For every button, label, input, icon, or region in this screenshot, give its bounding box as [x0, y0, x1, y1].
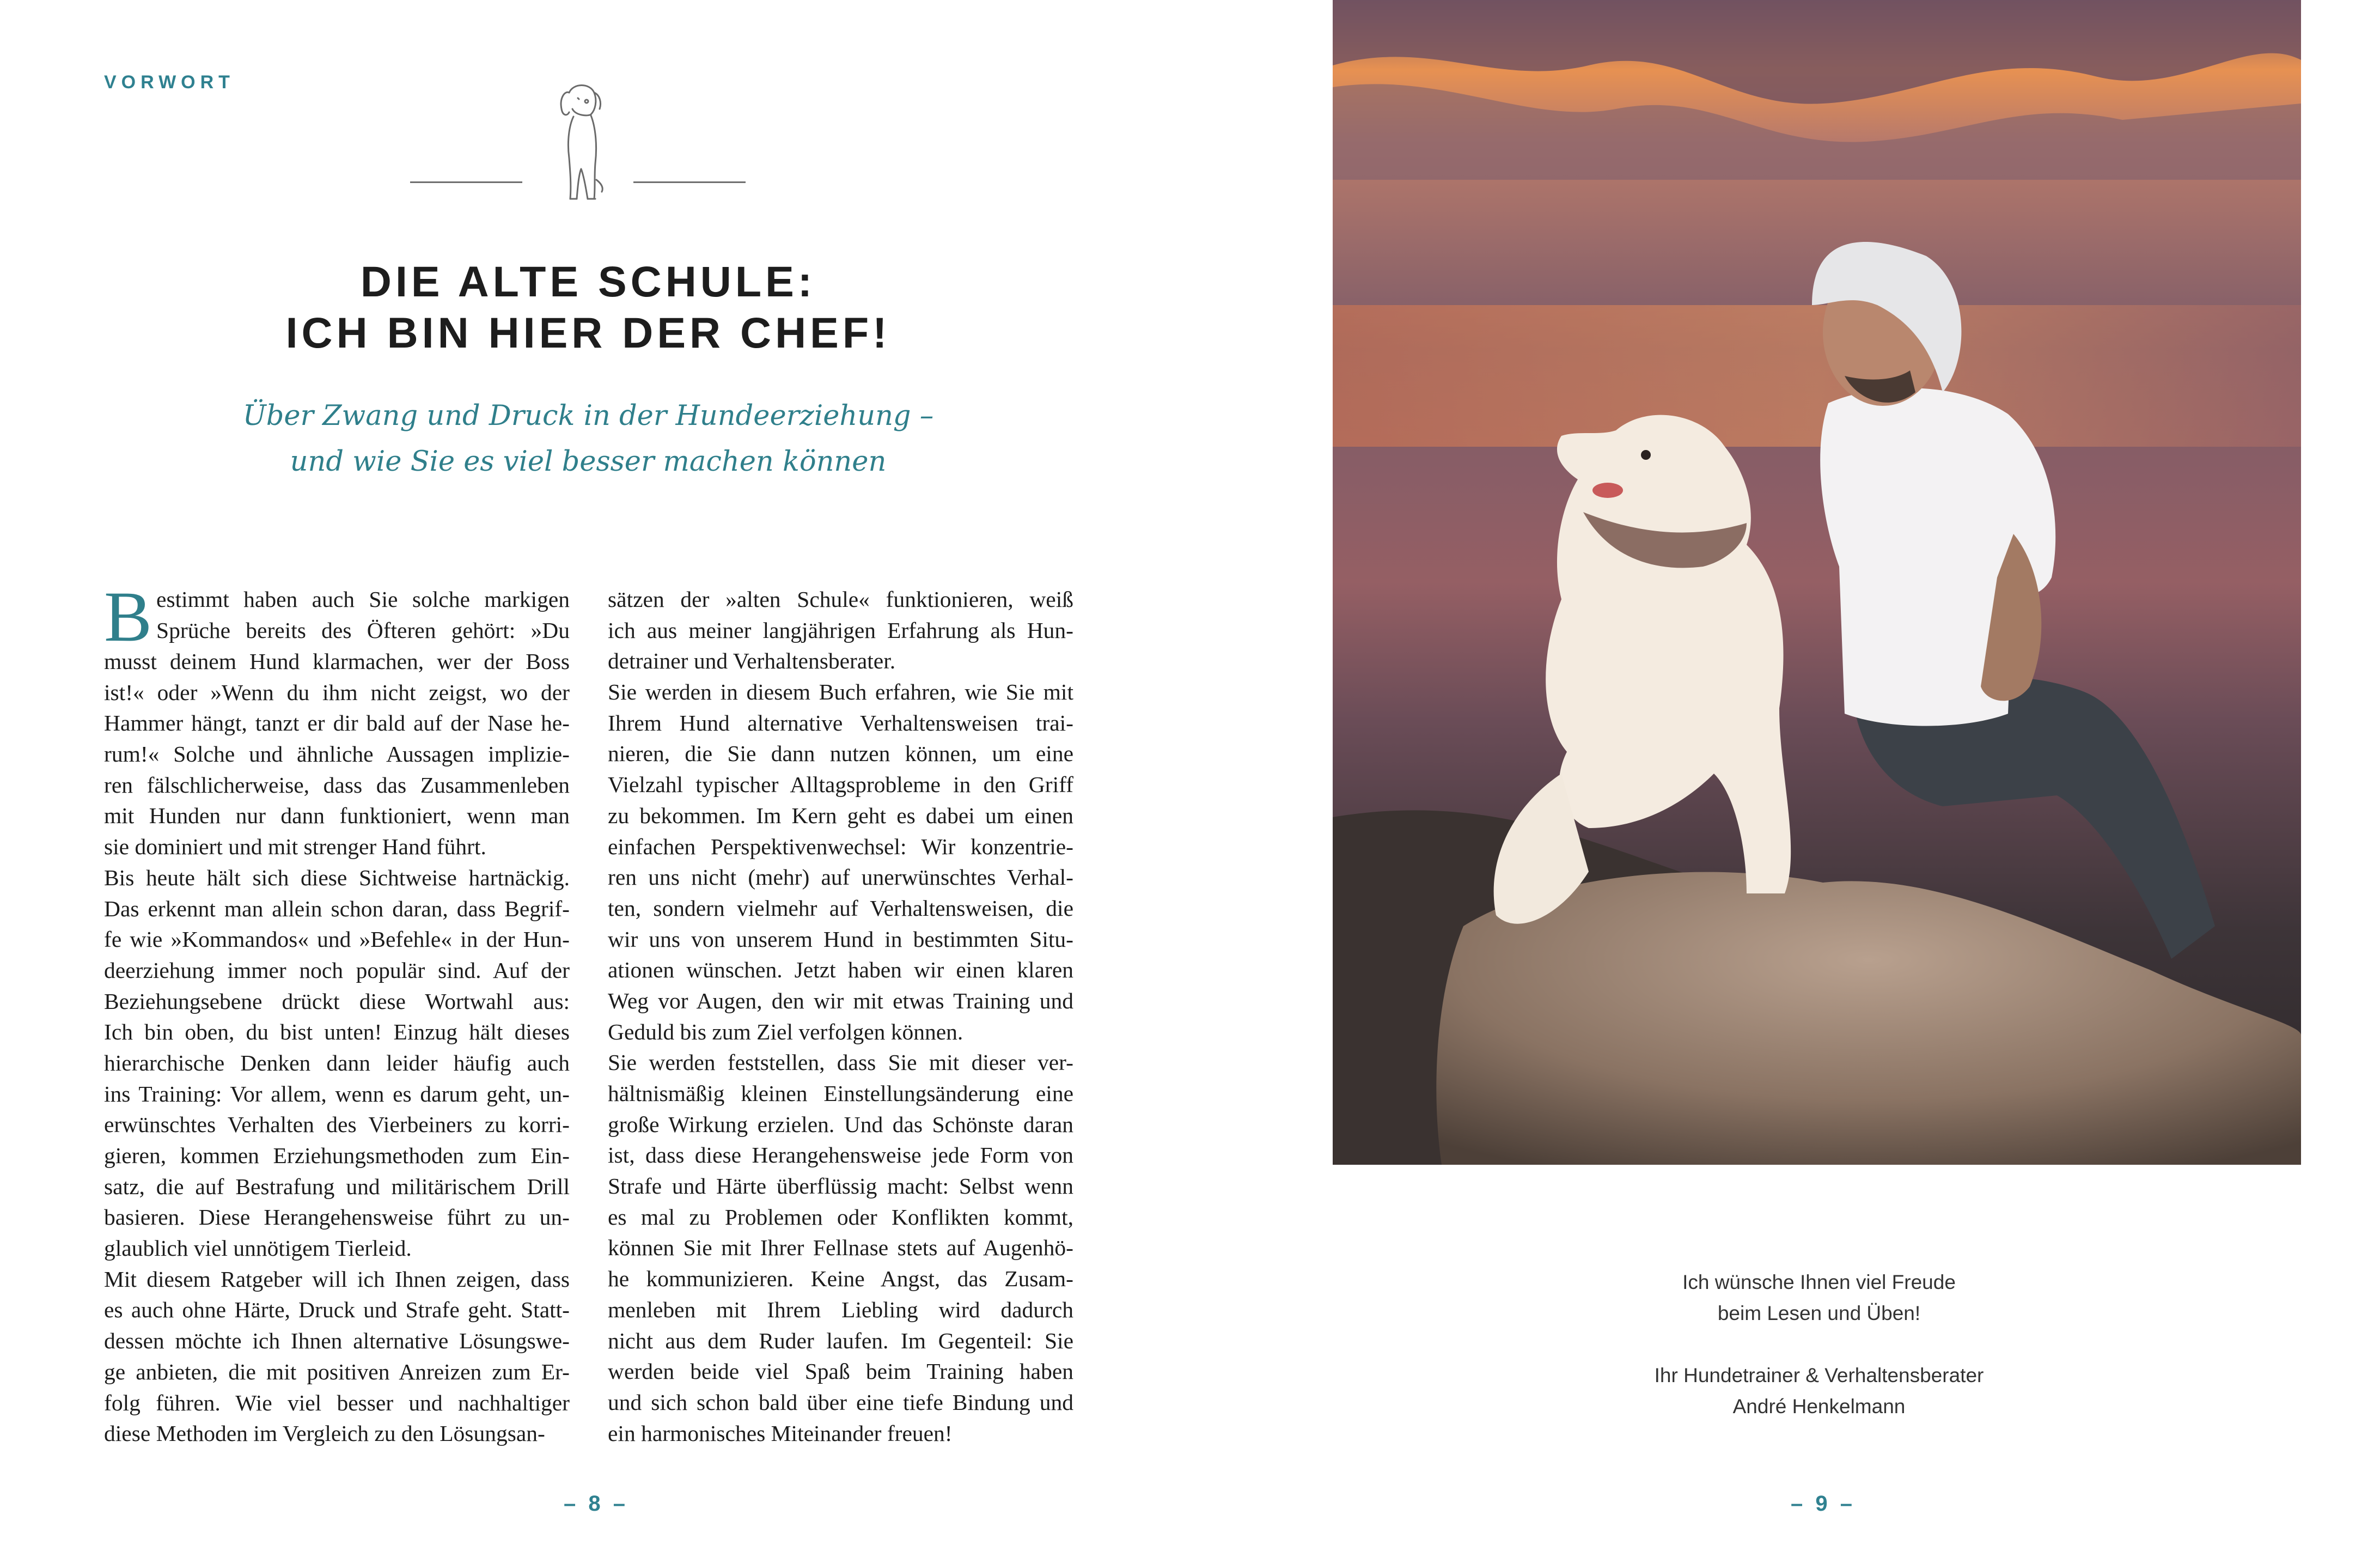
text-line: ist, dass diese Herangehensweise jede Form von	[608, 1142, 1073, 1168]
text-line: ren uns nicht (mehr) auf unerwünschtes Verhal-	[608, 865, 1073, 890]
closing-line-3: Ihr Hundetrainer & Verhaltensberater	[1654, 1364, 1984, 1386]
text-line: he kommunizieren. Keine Angst, das Zusam-	[608, 1266, 1073, 1292]
chapter-title-line-2: ICH BIN HIER DER CHEF!	[285, 308, 891, 357]
text-line: wir uns von unserem Hund in bestimmten Situ-	[608, 926, 1073, 952]
text-line: ge anbieten, die mit positiven Anreizen zum Er-	[104, 1359, 570, 1384]
text-line: ten, sondern vielmehr auf Verhaltensweisen, die	[608, 895, 1073, 921]
chapter-subtitle-line-2: und wie Sie es viel besser machen können	[290, 446, 887, 478]
body-column-1	[104, 576, 570, 1449]
page-number-left: – 8 –	[564, 1492, 628, 1516]
text-line: ins Training: Vor allem, wenn es darum geht, un-	[104, 1081, 570, 1106]
text-line: es mal zu Problemen oder Konflikten kommt,	[608, 1204, 1073, 1230]
text-line: nieren, die Sie dann nutzen können, um eine	[608, 741, 1073, 767]
drop-cap: B	[104, 576, 152, 656]
text-line: können Sie mit Ihrer Fellnase stets auf Augenhö-	[608, 1235, 1073, 1261]
section-label: VORWORT	[104, 72, 235, 93]
text-line: Bis heute hält sich diese Sichtweise hartnäckig.	[104, 865, 570, 890]
text-line: Strafe und Härte überflüssig macht: Selbst wenn	[608, 1173, 1073, 1199]
text-line: werden beide viel Spaß beim Training haben	[608, 1359, 1073, 1384]
text-line: es auch ohne Härte, Druck und Strafe geht. Statt-	[104, 1297, 570, 1323]
text-line: Mit diesem Ratgeber will ich Ihnen zeigen, dass	[104, 1266, 570, 1292]
text-line: dessen möchte ich Ihnen alternative Lösungswe-	[104, 1328, 570, 1354]
text-line: glaublich viel unnötigem Tierleid.	[104, 1236, 412, 1261]
closing-note	[1574, 1267, 2064, 1422]
photo-man-with-dog	[1333, 0, 2301, 1165]
text-line: diese Methoden im Vergleich zu den Lösungsan-	[104, 1421, 545, 1446]
dog-outline-icon	[547, 76, 613, 212]
closing-line-2: beim Lesen und Üben!	[1717, 1302, 1921, 1324]
text-line: detrainer und Verhaltensberater.	[608, 648, 896, 674]
text-line: menleben mit Ihrem Liebling wird dadurch	[608, 1297, 1073, 1322]
text-line: Beziehungsebene drückt diese Wortwahl aus:	[104, 988, 570, 1014]
text-line: und sich schon bald über eine tiefe Bindung und	[608, 1389, 1073, 1415]
text-line: Hammer hängt, tanzt er dir bald auf der Nase he-	[104, 710, 570, 736]
page-number-right: – 9 –	[1791, 1492, 1856, 1516]
text-line: musst deinem Hund klarmachen, wer der Boss	[104, 649, 570, 674]
closing-gap	[1574, 1329, 2064, 1360]
text-line: gieren, kommen Erziehungsmethoden zum Ein-	[104, 1143, 570, 1168]
text-line: Sie werden in diesem Buch erfahren, wie Sie mit	[608, 679, 1073, 705]
chapter-subtitle-line-1: Über Zwang und Druck in der Hundeerziehung –	[242, 400, 934, 432]
text-line: basieren. Diese Herangehensweise führt zu un-	[104, 1205, 570, 1230]
text-line: Weg vor Augen, den wir mit etwas Training und	[608, 988, 1073, 1013]
closing-line-4: André Henkelmann	[1732, 1395, 1906, 1418]
text-line: sätzen der »alten Schule« funktionieren, weiß	[608, 587, 1073, 612]
text-line: ein harmonisches Miteinander freuen!	[608, 1420, 953, 1446]
text-line: ist!« oder »Wenn du ihm nicht zeigst, wo der	[104, 679, 570, 705]
text-line: große Wirkung erzielen. Und das Schönste daran	[608, 1111, 1073, 1137]
text-line: deerziehung immer noch populär sind. Auf der	[104, 957, 570, 983]
text-line: sie dominiert und mit strenger Hand führt.	[104, 834, 486, 860]
text-line: estimmt haben auch Sie solche markigen	[156, 587, 570, 612]
text-line: hältnismäßig kleinen Einstellungsänderung eine	[608, 1081, 1073, 1106]
text-line: Geduld bis zum Ziel verfolgen können.	[608, 1019, 963, 1044]
text-line: hierarchische Denken dann leider häufig auch	[104, 1050, 570, 1075]
text-line: erwünschtes Verhalten des Vierbeiners zu korri-	[104, 1112, 570, 1138]
text-line: Ihrem Hund alternative Verhaltensweisen trai-	[608, 710, 1073, 735]
text-line: mit Hunden nur dann funktioniert, wenn man	[104, 803, 570, 829]
text-line: ationen wünschen. Jetzt haben wir einen klaren	[608, 957, 1073, 983]
text-line: nicht aus dem Ruder laufen. Im Gegenteil: Sie	[608, 1328, 1073, 1353]
closing-line-1: Ich wünsche Ihnen viel Freude	[1682, 1271, 1956, 1293]
text-line: folg führen. Wie viel besser und nachhaltiger	[104, 1390, 570, 1415]
text-line: satz, die auf Bestrafung und militärischem Drill	[104, 1173, 570, 1199]
divider-right	[633, 181, 746, 183]
text-line: Das erkennt man allein schon daran, dass Begrif-	[104, 896, 570, 921]
text-line: ich aus meiner langjährigen Erfahrung als Hun-	[608, 617, 1073, 643]
text-line: einfachen Perspektivenwechsel: Wir konzentrie-	[608, 834, 1073, 859]
text-line: rum!« Solche und ähnliche Aussagen implizie-	[104, 741, 570, 767]
text-line: Vielzahl typischer Alltagsprobleme in den Griff	[608, 772, 1073, 798]
chapter-subtitle	[54, 393, 1122, 485]
text-line: ren fälschlicherweise, dass das Zusammenleben	[104, 772, 570, 798]
text-line: Sprüche bereits des Öfteren gehört: »Du	[156, 617, 570, 643]
text-line: Ich bin oben, du bist unten! Einzug hält dieses	[104, 1019, 570, 1045]
body-column-2	[608, 584, 1073, 1449]
text-line: zu bekommen. Im Kern geht es dabei um einen	[608, 802, 1073, 828]
divider-left	[410, 181, 522, 183]
text-line: fe wie »Kommandos« und »Befehle« in der Hun-	[104, 927, 570, 952]
chapter-title	[54, 256, 1122, 358]
text-line: Sie werden feststellen, dass Sie mit dieser ver-	[608, 1050, 1073, 1075]
chapter-title-line-1: DIE ALTE SCHULE:	[360, 257, 816, 306]
